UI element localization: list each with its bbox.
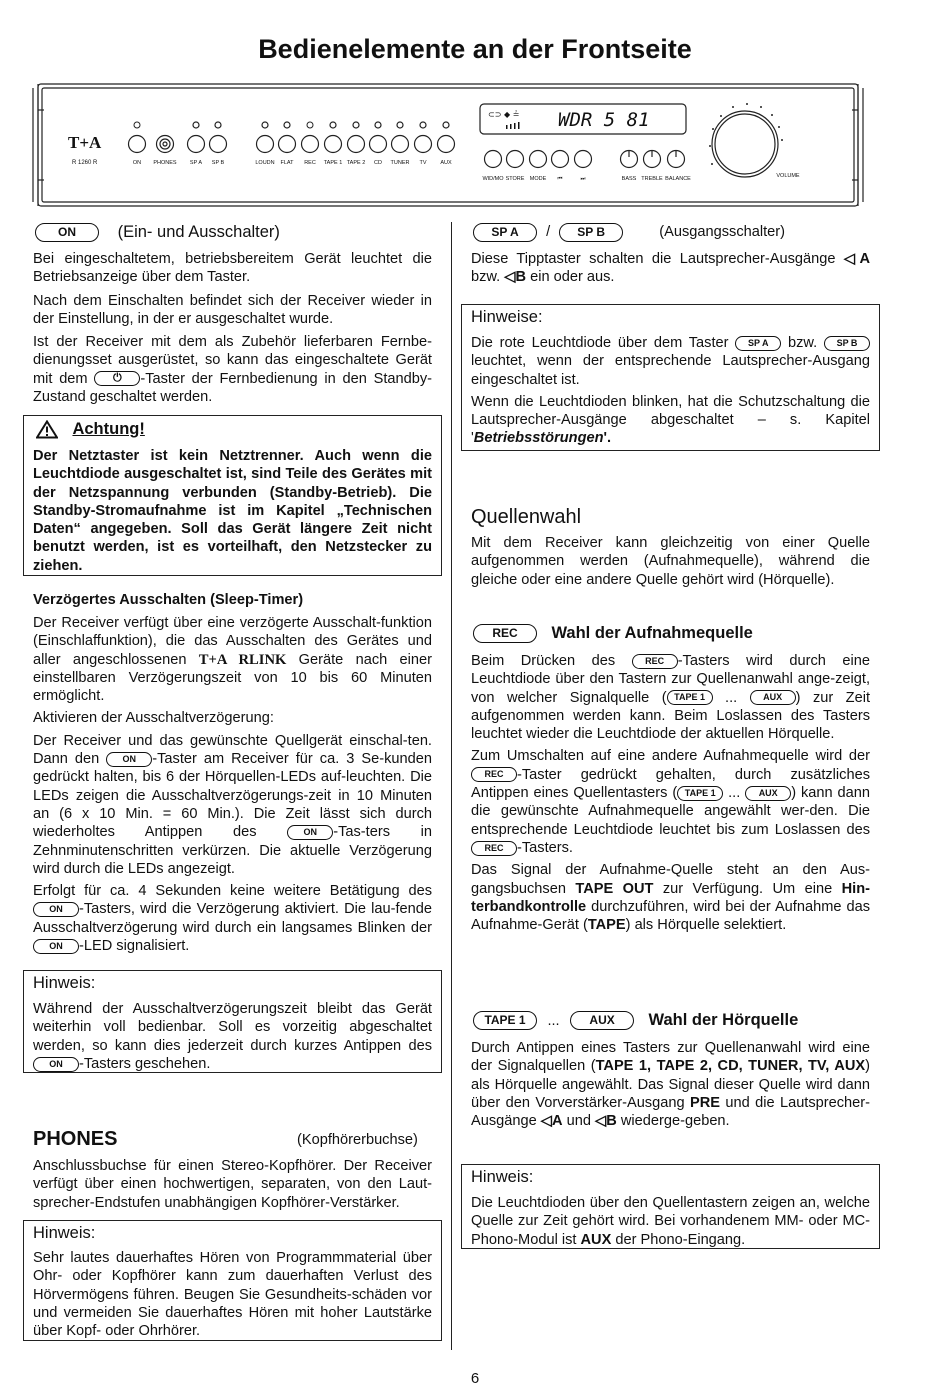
rec-section-body: Beim Drücken des REC -Tasters wird durch eine Leuchtdiode über den Tastern zur Quellenanwahl ange-zeigt, von welcher Signalquelle ( TAPE 1 ... AUX ) zur Zeit aufgenommen werden kann. Beim Loslassen des Tasters leuchtet wieder die Leuchtdiode der aktuellen Hörquelle. Zum Umschalten auf eine andere Aufnahmequelle wird der REC -Taster gedrückt gehalten, durch zusätzliches Antippen eines Quellentasters ( TAPE 1 ... AUX ) kann dann die gewünschte Aufnahmequelle angewählt wer-den. Die entsprechende Leuchtdiode leuchtet bis zum Loslassen des REC -Tasters. Das Signal der Aufnahme-Quelle steht an den Aus-gangsbuchsen TAPE OUT zur Verfügung. Um eine Hin-terbandkontrolle durchzuführen, wird bei der Aufnahme das Aufnahme-Gerät (TAPE) als Hörquelle selektiert. <box>471 653 871 934</box>
sp-a-button-symbol: SP A <box>735 336 781 351</box>
label-aux: AUX <box>440 160 452 166</box>
tape1-button-symbol: TAPE 1 <box>677 786 723 801</box>
aux-button-symbol: AUX <box>745 786 791 801</box>
warning-header: Achtung! <box>36 420 145 439</box>
listen-section-text: Durch Antippen eines Tasters zur Quellenanwahl wird eine der Signalquellen (TAPE 1, TAPE 2, CD, TUNER, TV, AUX) als Hörquelle angewählt. Das Signal dieser Quelle wird dann über den Vorverstärker-Ausgang PRE und die Lautsprecher-Ausgänge ◁A und ◁B wiederge-geben. <box>471 1040 870 1130</box>
label-widmo: WID/MO <box>482 176 504 182</box>
on-section-header: ON (Ein- und Ausschalter) <box>35 223 430 242</box>
label-balance: BALANCE <box>665 176 691 182</box>
label-rec: REC <box>304 160 316 166</box>
on-section-body: Bei eingeschaltetem, betriebsbereitem Gerät leuchtet die Betriebsanzeige über dem Taster. Nach dem Einschalten befindet sich der Receiver wieder in der Einstellung, in der er ausgeschaltet wurde. Ist der Receiver mit dem als Zubehör lieferbaren Fernbe-dienungsset ausgerüstet, so kann das eingeschaltete Gerät mit dem ⏻ -Taster der Fernbedienung in den Standby-Zustand geschaltet werden. <box>33 251 433 406</box>
source-selection-heading: Quellenwahl <box>471 506 582 528</box>
listen-section-header: TAPE 1 ... AUX Wahl der Hörquelle <box>473 1011 798 1030</box>
on-button-symbol: ON <box>33 902 79 917</box>
note-text: Während der Ausschaltverzögerungszeit bleibt das Gerät weiterhin voll bedienbar. Soll es vorzeitig abgeschaltet werden, so kann dies jederzeit durch kurzes Antippen des ON -Tasters geschehen. <box>33 1001 432 1072</box>
sp-b-button-symbol: SP B <box>559 223 623 242</box>
sleep-timer-body: Der Receiver verfügt über eine verzögerte Ausschalt-funktion (Einschlaffunktion), die das Ausschalten des Gerätes und aller angeschlossenen T+A RLINK Geräte nach einer einstellbaren Verzögerungszeit von 10 bis 60 Minuten ermöglicht. Aktivieren der Ausschaltverzögerung: Der Receiver und das gewünschte Quellgerät einschal-ten. Dann den ON -Taster am Receiver für ca. 3 Se-kunden gedrückt halten, bis 6 der Hörquellen-LEDs auf-leuchten. Die LEDs zeigen die Ausschaltverzögerungs-zeit in 10 Minuten an (6 x 10 Min. = 60 Min.). Die Zeit lässt sich durch wiederholtes Antippen des ON -Tas-ters in Zehnminutenschritten verkürzen. Die aktuelle Verzögerung wird durch die LEDs angezeigt. Erfolgt für ca. 4 Sekunden keine weitere Betätigung des ON -Tasters, wird die Verzögerung aktiviert. Die lau-fende Ausschaltverzögerung wird durch ein langsames Blinken der ON -LED signalisiert. <box>33 615 433 955</box>
note-box-sleep <box>23 970 442 1073</box>
label-tv: TV <box>419 160 427 166</box>
rec-button-symbol: REC <box>473 624 537 643</box>
phones-text: Anschlussbuchse für einen Stereo-Kopfhörer. Der Receiver verfügt über einen hochwertigen, separaten, von den Laut-sprecher-Endstufen unabhängigen Kopfhörer-Verstärker. <box>33 1158 432 1211</box>
warning-triangle-icon <box>36 420 58 439</box>
sp-b-button-symbol: SP B <box>824 336 870 351</box>
label-cd: CD <box>374 160 382 166</box>
label-tuner: TUNER <box>390 160 410 166</box>
rlink-logo: T+A RLINK <box>198 651 287 668</box>
on-button-symbol: ON <box>287 825 333 840</box>
label-sp-b: SP B <box>211 160 225 166</box>
standby-button-symbol: ⏻ <box>94 371 140 386</box>
on-button-symbol: ON <box>106 752 152 767</box>
label-next: ⏭ <box>580 176 586 182</box>
label-tape2: TAPE 2 <box>346 160 366 166</box>
device-display-icons: ⊂⊃ ◆ ≟ <box>488 110 520 119</box>
sp-a-button-symbol: SP A <box>473 223 537 242</box>
notes-box-speaker <box>461 304 880 451</box>
speaker-icon: ◁ <box>540 1113 553 1130</box>
note-heading: Hinweis: <box>33 1224 96 1242</box>
label-on: ON <box>132 160 142 166</box>
phones-heading: PHONES <box>33 1128 118 1150</box>
tape1-button-symbol: TAPE 1 <box>473 1011 537 1030</box>
sp-section-text: Diese Tipptaster schalten die Lautsprecher-Ausgänge ◁A bzw. ◁B ein oder aus. <box>471 251 870 286</box>
label-treble: TREBLE <box>641 176 663 182</box>
on-standby-paragraph: Ist der Receiver mit dem als Zubehör lieferbaren Fernbe-dienungsset ausgerüstet, so kann das eingeschaltete Gerät mit dem ⏻ -Taster der Fernbedienung in den Standby-Zustand geschaltet werden. <box>33 334 433 406</box>
device-model-label: R 1260 R <box>72 160 98 166</box>
rec-section-header: REC Wahl der Aufnahmequelle <box>473 624 753 643</box>
warning-text: Der Netztaster ist kein Netztrenner. Auch wenn die Leuchtdiode ausgeschaltet ist, sind Teile des Gerätes mit der Netzspannung verbunden (Standby-Betrieb). Die Standby-Stromaufnahme ist im Kapitel „Technischen Daten“ angegeben. Soll das Gerät längere Zeit nicht benutzt werden, ist es vorteilhaft, den Netzstecker zu ziehen. <box>33 448 432 574</box>
on-button-symbol: ON <box>33 939 79 954</box>
page-title: Bedienelemente an der Frontseite <box>258 34 692 64</box>
note-text: Die Leuchtdioden über den Quellentastern zeigen an, welche Quelle zur Zeit gehört wird. Bei vorhandenem MM- oder MC-Phono-Modul ist AUX der Phono-Eingang. <box>471 1195 870 1248</box>
aux-button-symbol: AUX <box>570 1011 634 1030</box>
speaker-icon: ◁ <box>595 1113 607 1130</box>
note-box-hearing <box>23 1220 442 1341</box>
device-front-panel-illustration <box>0 80 950 210</box>
sleep-timer-heading: Verzögertes Ausschalten (Sleep-Timer) <box>33 592 304 608</box>
note-heading: Hinweis: <box>33 974 96 992</box>
label-prev: ⏮ <box>557 176 563 182</box>
phones-subheading: (Kopfhörerbuchse) <box>297 1132 418 1148</box>
note-heading: Hinweis: <box>471 1168 534 1186</box>
notes-text: Die rote Leuchtdiode über dem Taster SP A bzw. SP B leuchtet, wenn der entsprechende Lautsprecher-Ausgang eingeschaltet ist. Wenn die Leuchtdioden blinken, hat die Schutzschaltung die Lautsprecher-Ausgänge abgeschaltet – s. Kapitel 'Betriebsstörungen'. <box>471 335 870 447</box>
note-text: Sehr lautes dauerhaftes Hören von Programmmaterial über Ohr- oder Kopfhörer kann zum dauerhaften Verlust des Hörvermögens führen. Beugen Sie Gesundheits-schäden vor und vermeiden Sie dauerhaftes Hören mit hoher Lautstärke über Kopf- oder Ohrhörer. <box>33 1250 432 1340</box>
sp-section-header: SP A / SP B (Ausgangsschalter) <box>473 223 873 242</box>
label-volume: VOLUME <box>776 173 800 179</box>
column-divider <box>451 222 452 1350</box>
label-phones: PHONES <box>153 160 177 166</box>
rec-button-symbol: REC <box>632 654 678 669</box>
on-button-symbol: ON <box>33 1057 79 1072</box>
notes-heading: Hinweise: <box>471 308 543 326</box>
label-mode: MODE <box>529 176 547 182</box>
note-box-source <box>461 1164 880 1249</box>
on-button-symbol: ON <box>35 223 99 242</box>
page-number: 6 <box>470 1370 480 1387</box>
aux-button-symbol: AUX <box>750 690 796 705</box>
rec-button-symbol: REC <box>471 767 517 782</box>
warning-box <box>23 415 442 576</box>
label-flat: FLAT <box>280 160 294 166</box>
speaker-icon: ◁ <box>504 269 516 286</box>
label-loudn: LOUDN <box>255 160 275 166</box>
rec-button-symbol: REC <box>471 841 517 856</box>
device-display-text: WDR 5 81 <box>558 109 650 131</box>
label-sp-a: SP A <box>189 160 203 166</box>
device-brand-logo: T+A <box>68 133 102 152</box>
speaker-icon: ◁ <box>843 251 860 267</box>
source-selection-text: Mit dem Receiver kann gleichzeitig von einer Quelle aufgenommen werden (Aufnahmequelle), während die gleiche oder eine andere Quelle gehört wird (Hörquelle). <box>471 535 870 588</box>
label-store: STORE <box>505 176 525 182</box>
label-tape1: TAPE 1 <box>323 160 343 166</box>
tape1-button-symbol: TAPE 1 <box>667 690 713 705</box>
label-bass: BASS <box>621 176 637 182</box>
